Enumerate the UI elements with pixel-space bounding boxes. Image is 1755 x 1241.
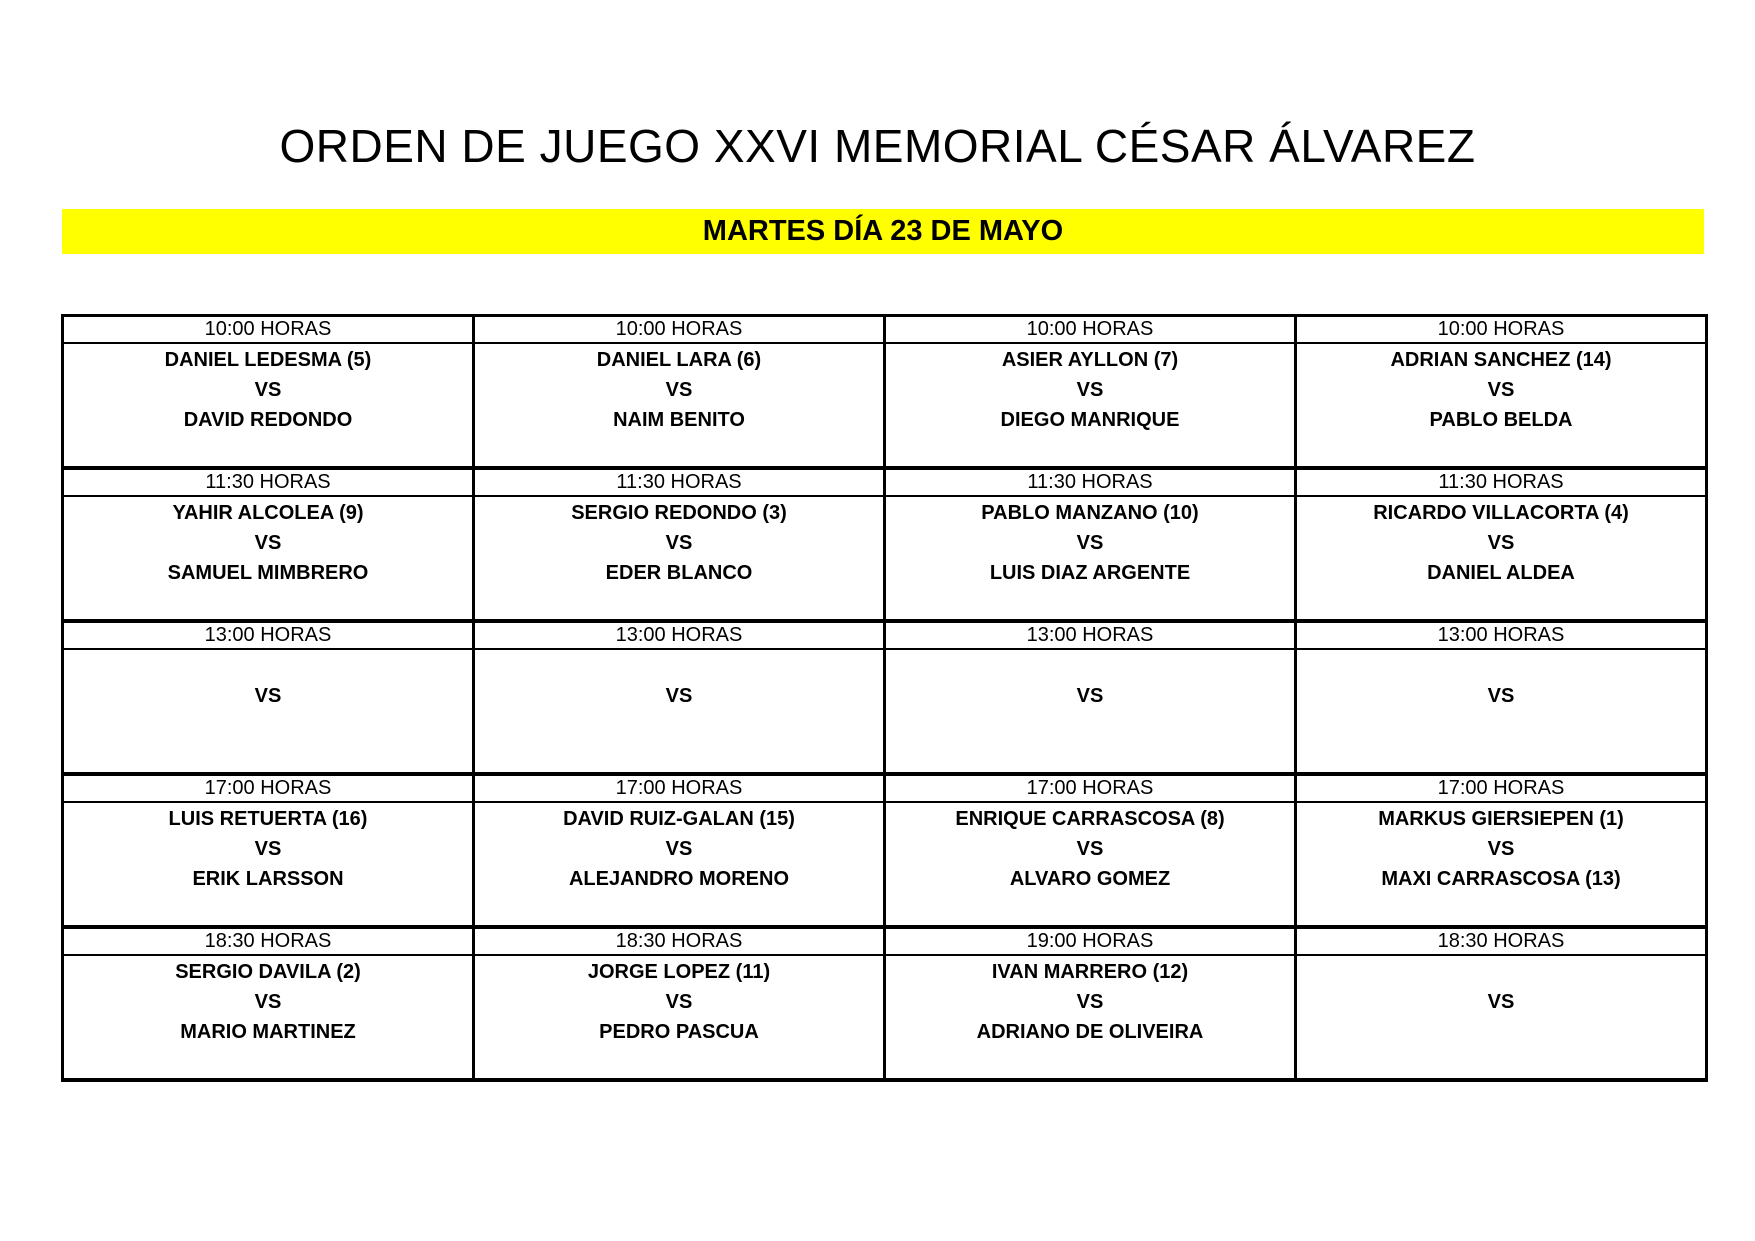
match-cell (63, 496, 474, 621)
versus-label: VS (665, 532, 693, 554)
versus-label: VS (1487, 532, 1515, 554)
player-two: DIEGO MANRIQUE (1000, 409, 1180, 431)
match-pairing (64, 344, 472, 435)
match-cell (474, 496, 885, 621)
player-one: SERGIO DAVILA (2) (175, 961, 361, 983)
match-time: 13:00 HORAS (474, 621, 885, 649)
versus-label: VS (665, 991, 693, 1013)
match-cell (474, 649, 885, 774)
player-one: DANIEL LEDESMA (5) (164, 349, 372, 371)
versus-label: VS (254, 379, 282, 401)
match-pairing (886, 344, 1294, 435)
match-time: 10:00 HORAS (885, 316, 1296, 344)
match-pairing (64, 956, 472, 1047)
match-cell (885, 649, 1296, 774)
player-two: MARIO MARTINEZ (180, 1021, 356, 1043)
versus-label: VS (254, 991, 282, 1013)
player-one: YAHIR ALCOLEA (9) (172, 502, 364, 524)
match-cell (474, 343, 885, 468)
match-pairing (475, 344, 883, 435)
match-time: 11:30 HORAS (474, 468, 885, 496)
match-cell (63, 802, 474, 927)
time-row (63, 468, 1707, 496)
match-pairing (1297, 497, 1705, 588)
versus-label: VS (1487, 838, 1515, 860)
schedule-table (61, 314, 1708, 1082)
match-time: 18:30 HORAS (1296, 927, 1707, 955)
match-cell (885, 802, 1296, 927)
match-cell (885, 496, 1296, 621)
match-time: 13:00 HORAS (63, 621, 474, 649)
versus-label: VS (1076, 685, 1104, 707)
player-two: MAXI CARRASCOSA (13) (1381, 868, 1621, 890)
match-time: 17:00 HORAS (474, 774, 885, 802)
versus-label: VS (665, 685, 693, 707)
player-two: SAMUEL MIMBRERO (167, 562, 369, 584)
match-cell (63, 649, 474, 774)
match-pairing (1297, 650, 1705, 741)
time-row (63, 774, 1707, 802)
match-time: 17:00 HORAS (1296, 774, 1707, 802)
player-one: DAVID RUIZ-GALAN (15) (563, 808, 795, 830)
player-two: LUIS DIAZ ARGENTE (989, 562, 1191, 584)
match-cell (63, 343, 474, 468)
page-title: ORDEN DE JUEGO XXVI MEMORIAL CÉSAR ÁLVAREZ (279, 120, 1476, 172)
match-row (63, 649, 1707, 774)
match-pairing (475, 956, 883, 1047)
match-pairing (1297, 803, 1705, 894)
match-pairing (886, 650, 1294, 741)
match-time: 18:30 HORAS (474, 927, 885, 955)
player-one: JORGE LOPEZ (11) (587, 961, 771, 983)
player-two: PABLO BELDA (1429, 409, 1573, 431)
player-two: EDER BLANCO (605, 562, 753, 584)
match-time: 11:30 HORAS (1296, 468, 1707, 496)
versus-label: VS (254, 838, 282, 860)
match-time: 10:00 HORAS (63, 316, 474, 344)
time-row (63, 927, 1707, 955)
player-one: LUIS RETUERTA (16) (168, 808, 368, 830)
match-time: 19:00 HORAS (885, 927, 1296, 955)
player-two: DANIEL ALDEA (1427, 562, 1575, 584)
player-one: ENRIQUE CARRASCOSA (8) (955, 808, 1225, 830)
versus-label: VS (254, 532, 282, 554)
match-time: 13:00 HORAS (1296, 621, 1707, 649)
player-one: RICARDO VILLACORTA (4) (1373, 502, 1629, 524)
player-one: PABLO MANZANO (10) (981, 502, 1199, 524)
match-pairing (1297, 344, 1705, 435)
match-pairing (475, 650, 883, 741)
player-two: ADRIANO DE OLIVEIRA (976, 1021, 1204, 1043)
versus-label: VS (665, 379, 693, 401)
player-one: IVAN MARRERO (12) (991, 961, 1189, 983)
schedule-body (63, 316, 1707, 1081)
match-time: 18:30 HORAS (63, 927, 474, 955)
match-pairing (475, 497, 883, 588)
match-cell (1296, 802, 1707, 927)
match-cell (63, 955, 474, 1080)
match-row (63, 496, 1707, 621)
player-one: SERGIO REDONDO (3) (571, 502, 787, 524)
match-row (63, 955, 1707, 1080)
match-time: 11:30 HORAS (885, 468, 1296, 496)
versus-label: VS (254, 685, 282, 707)
versus-label: VS (1487, 991, 1515, 1013)
player-two: PEDRO PASCUA (599, 1021, 759, 1043)
match-cell (885, 955, 1296, 1080)
day-banner: MARTES DÍA 23 DE MAYO (62, 209, 1704, 254)
player-one: DANIEL LARA (6) (596, 349, 762, 371)
versus-label: VS (1076, 991, 1104, 1013)
match-time: 10:00 HORAS (1296, 316, 1707, 344)
match-cell (885, 343, 1296, 468)
match-time: 17:00 HORAS (63, 774, 474, 802)
versus-label: VS (665, 838, 693, 860)
match-pairing (64, 650, 472, 741)
player-one: ASIER AYLLON (7) (1001, 349, 1179, 371)
versus-label: VS (1076, 379, 1104, 401)
match-pairing (886, 497, 1294, 588)
match-row (63, 802, 1707, 927)
match-pairing (886, 956, 1294, 1047)
match-cell (1296, 955, 1707, 1080)
player-one: ADRIAN SANCHEZ (14) (1390, 349, 1612, 371)
match-time: 17:00 HORAS (885, 774, 1296, 802)
match-pairing (1297, 956, 1705, 1047)
match-time: 11:30 HORAS (63, 468, 474, 496)
match-pairing (886, 803, 1294, 894)
match-time: 10:00 HORAS (474, 316, 885, 344)
versus-label: VS (1487, 379, 1515, 401)
versus-label: VS (1487, 685, 1515, 707)
time-row (63, 621, 1707, 649)
match-cell (1296, 496, 1707, 621)
player-two: NAIM BENITO (613, 409, 745, 431)
player-two: DAVID REDONDO (183, 409, 353, 431)
match-pairing (64, 497, 472, 588)
player-two: ALEJANDRO MORENO (568, 868, 789, 890)
player-two: ERIK LARSSON (192, 868, 344, 890)
match-row (63, 343, 1707, 468)
player-one: MARKUS GIERSIEPEN (1) (1378, 808, 1624, 830)
player-two: ALVARO GOMEZ (1009, 868, 1171, 890)
versus-label: VS (1076, 532, 1104, 554)
match-cell (1296, 649, 1707, 774)
versus-label: VS (1076, 838, 1104, 860)
match-pairing (64, 803, 472, 894)
match-cell (474, 955, 885, 1080)
time-row (63, 316, 1707, 344)
match-cell (1296, 343, 1707, 468)
match-cell (474, 802, 885, 927)
match-time: 13:00 HORAS (885, 621, 1296, 649)
match-pairing (475, 803, 883, 894)
